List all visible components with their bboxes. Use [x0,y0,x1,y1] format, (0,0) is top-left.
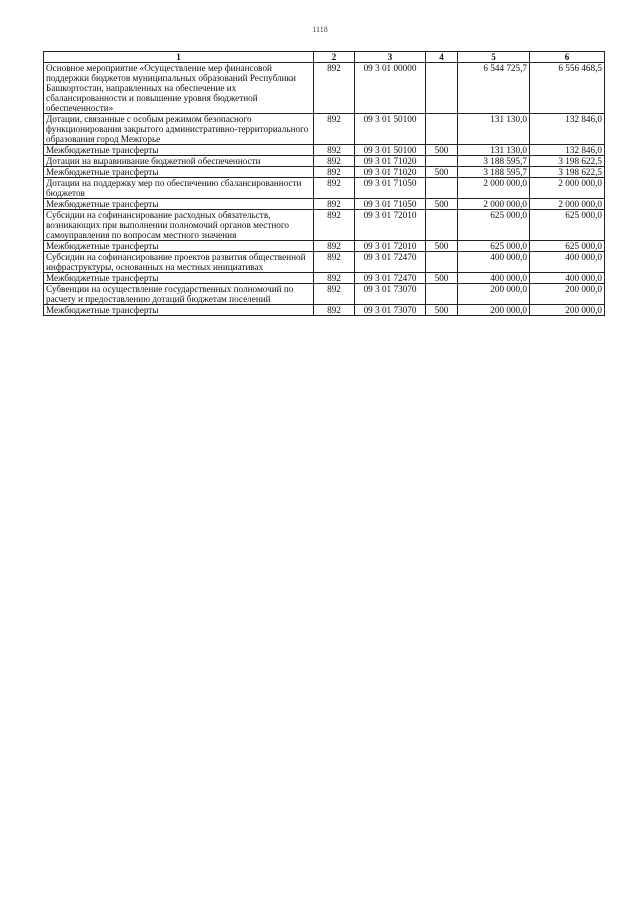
row-admin-code: 892 [314,167,355,178]
row-target-article: 09 3 01 00000 [355,63,426,114]
row-amount-col5: 2 000 000,0 [458,178,530,199]
row-target-article: 09 3 01 50100 [355,114,426,145]
row-expense-type [426,156,458,167]
row-admin-code: 892 [314,156,355,167]
row-admin-code: 892 [314,273,355,284]
table-row [44,273,605,284]
row-admin-code: 892 [314,305,355,316]
table-row [44,210,605,241]
row-amount-col6: 400 000,0 [530,252,605,273]
table-row [44,63,605,114]
row-admin-code: 892 [314,63,355,114]
row-admin-code: 892 [314,284,355,305]
row-expense-type: 500 [426,273,458,284]
row-admin-code: 892 [314,114,355,145]
column-header: 3 [355,52,426,63]
row-amount-col6: 200 000,0 [530,284,605,305]
row-description: Межбюджетные трансферты [44,167,314,178]
row-amount-col5: 3 188 595,7 [458,156,530,167]
row-admin-code: 892 [314,178,355,199]
row-description: Дотации на выравнивание бюджетной обеспеченности [44,156,314,167]
row-expense-type [426,210,458,241]
table-row [44,145,605,156]
table-row [44,199,605,210]
row-amount-col6: 3 198 622,5 [530,167,605,178]
table-row [44,167,605,178]
row-expense-type: 500 [426,305,458,316]
row-description: Субсидии на софинансирование расходных обязательств, возникающих при выполнении полномочий органов местного самоуправления по вопросам местного значения [44,210,314,241]
row-target-article: 09 3 01 72470 [355,273,426,284]
row-description: Дотации, связанные с особым режимом безопасного функционирования закрытого административно-территориального образования город Межгорье [44,114,314,145]
row-target-article: 09 3 01 71020 [355,156,426,167]
row-description: Межбюджетные трансферты [44,273,314,284]
row-target-article: 09 3 01 72010 [355,241,426,252]
row-target-article: 09 3 01 71050 [355,199,426,210]
row-amount-col5: 200 000,0 [458,284,530,305]
row-amount-col6: 6 556 468,5 [530,63,605,114]
budget-table [43,51,605,316]
row-admin-code: 892 [314,252,355,273]
row-amount-col6: 625 000,0 [530,241,605,252]
row-amount-col6: 2 000 000,0 [530,199,605,210]
row-description: Субсидии на софинансирование проектов развития общественной инфраструктуры, основанных на местных инициативах [44,252,314,273]
row-description: Межбюджетные трансферты [44,305,314,316]
row-target-article: 09 3 01 50100 [355,145,426,156]
row-expense-type [426,284,458,305]
column-header: 1 [44,52,314,63]
row-amount-col6: 400 000,0 [530,273,605,284]
row-target-article: 09 3 01 73070 [355,305,426,316]
row-expense-type [426,114,458,145]
table-row [44,241,605,252]
row-amount-col6: 3 198 622,5 [530,156,605,167]
column-header: 6 [530,52,605,63]
table-body [44,63,605,316]
page-number: 1118 [312,25,328,34]
row-expense-type: 500 [426,199,458,210]
row-amount-col5: 400 000,0 [458,252,530,273]
table-row [44,178,605,199]
column-header: 4 [426,52,458,63]
row-target-article: 09 3 01 73070 [355,284,426,305]
row-description: Межбюджетные трансферты [44,145,314,156]
row-target-article: 09 3 01 71020 [355,167,426,178]
row-admin-code: 892 [314,145,355,156]
row-amount-col6: 132 846,0 [530,145,605,156]
row-amount-col5: 131 130,0 [458,114,530,145]
row-description: Субвенции на осуществление государственных полномочий по расчету и предоставлению дотаций бюджетам поселений [44,284,314,305]
row-expense-type [426,178,458,199]
row-amount-col5: 400 000,0 [458,273,530,284]
row-amount-col5: 3 188 595,7 [458,167,530,178]
row-expense-type: 500 [426,167,458,178]
row-amount-col6: 200 000,0 [530,305,605,316]
row-description: Дотации на поддержку мер по обеспечению сбалансированности бюджетов [44,178,314,199]
row-admin-code: 892 [314,210,355,241]
table-row [44,252,605,273]
row-target-article: 09 3 01 71050 [355,178,426,199]
table-row [44,156,605,167]
table-row [44,305,605,316]
column-header: 5 [458,52,530,63]
row-expense-type [426,252,458,273]
column-header: 2 [314,52,355,63]
row-admin-code: 892 [314,199,355,210]
row-amount-col6: 2 000 000,0 [530,178,605,199]
table-header-row [44,52,605,63]
row-expense-type [426,63,458,114]
row-amount-col5: 625 000,0 [458,241,530,252]
row-expense-type: 500 [426,241,458,252]
row-amount-col6: 625 000,0 [530,210,605,241]
row-description: Основное мероприятие «Осуществление мер финансовой поддержки бюджетов муниципальных образований Республики Башкортостан, направленных на обеспечение их сбалансированности и повышение уровня бюджетной обеспеченности» [44,63,314,114]
table-row [44,114,605,145]
row-amount-col5: 625 000,0 [458,210,530,241]
row-target-article: 09 3 01 72010 [355,210,426,241]
row-expense-type: 500 [426,145,458,156]
row-admin-code: 892 [314,241,355,252]
row-amount-col5: 200 000,0 [458,305,530,316]
row-amount-col5: 131 130,0 [458,145,530,156]
row-amount-col5: 6 544 725,7 [458,63,530,114]
row-amount-col6: 132 846,0 [530,114,605,145]
table-row [44,284,605,305]
row-description: Межбюджетные трансферты [44,199,314,210]
row-description: Межбюджетные трансферты [44,241,314,252]
row-target-article: 09 3 01 72470 [355,252,426,273]
row-amount-col5: 2 000 000,0 [458,199,530,210]
